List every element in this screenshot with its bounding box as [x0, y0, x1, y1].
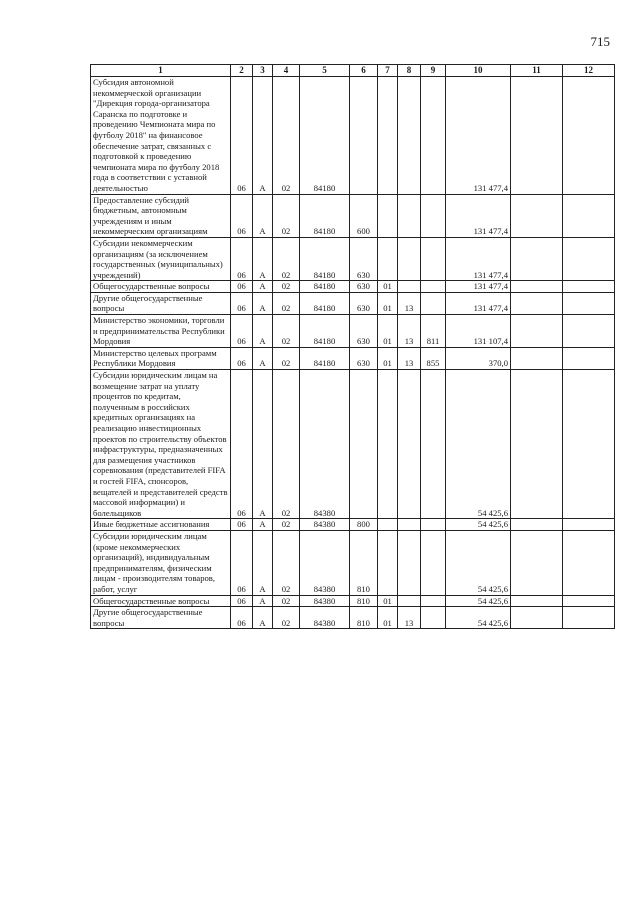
cell-amount: 54 425,6 — [446, 595, 511, 607]
cell-program: 06 — [231, 370, 253, 519]
cell-subprogram: А — [253, 281, 273, 293]
table-row — [91, 292, 615, 314]
cell-amount: 54 425,6 — [446, 519, 511, 531]
cell-col12 — [563, 237, 615, 280]
cell-main-activity: 02 — [273, 194, 300, 237]
cell-expense-type: 810 — [350, 607, 378, 629]
cell-program: 06 — [231, 595, 253, 607]
cell-subprogram: А — [253, 370, 273, 519]
cell-administrator — [421, 237, 446, 280]
cell-amount: 54 425,6 — [446, 530, 511, 595]
cell-program: 06 — [231, 194, 253, 237]
cell-amount: 131 477,4 — [446, 237, 511, 280]
cell-amount: 131 477,4 — [446, 281, 511, 293]
col-header: 10 — [446, 65, 511, 77]
cell-section — [378, 77, 398, 195]
cell-direction: 84380 — [300, 370, 350, 519]
row-name: Иные бюджетные ассигнования — [91, 519, 231, 531]
row-name: Субсидия автономной некоммерческой организации "Дирекция города-организатора Саранска по подготовке и проведению Чемпионата мира по футболу 2018" на финансовое обеспечение затрат, связанных с подготовкой к проведению чемпионата мира по футболу 2018 года в соответствии с уставной деятельностью — [91, 77, 231, 195]
cell-main-activity: 02 — [273, 281, 300, 293]
col-header: 3 — [253, 65, 273, 77]
budget-table — [90, 64, 615, 629]
cell-direction: 84180 — [300, 237, 350, 280]
row-name: Министерство целевых программ Республики Мордовия — [91, 347, 231, 369]
cell-administrator — [421, 292, 446, 314]
row-name: Субсидии юридическим лицам на возмещение затрат на уплату процентов по кредитам, полученным в российских кредитных организациях на реализацию инвестиционных проектов по строительству объектов инфраструктуры, предназначенных для размещения участников соревнования (представителей FIFA и гостей FIFA, спонсоров, вещателей и представителей средств массовой информации) и болельщиков — [91, 370, 231, 519]
col-header: 11 — [511, 65, 563, 77]
cell-direction: 84180 — [300, 194, 350, 237]
col-header: 9 — [421, 65, 446, 77]
row-name: Общегосударственные вопросы — [91, 595, 231, 607]
cell-main-activity: 02 — [273, 595, 300, 607]
table-row — [91, 607, 615, 629]
cell-col11 — [511, 370, 563, 519]
cell-section: 01 — [378, 315, 398, 348]
cell-administrator — [421, 281, 446, 293]
cell-section: 01 — [378, 595, 398, 607]
cell-subsection — [398, 194, 421, 237]
cell-administrator — [421, 530, 446, 595]
cell-section — [378, 194, 398, 237]
col-header: 7 — [378, 65, 398, 77]
cell-subsection — [398, 370, 421, 519]
cell-amount: 131 477,4 — [446, 77, 511, 195]
cell-program: 06 — [231, 530, 253, 595]
row-name: Общегосударственные вопросы — [91, 281, 231, 293]
row-name: Другие общегосударственные вопросы — [91, 607, 231, 629]
cell-subprogram: А — [253, 292, 273, 314]
row-name: Предоставление субсидий бюджетным, автономным учреждениям и иным некоммерческим организациям — [91, 194, 231, 237]
cell-subprogram: А — [253, 519, 273, 531]
cell-administrator — [421, 519, 446, 531]
cell-amount: 131 477,4 — [446, 292, 511, 314]
cell-col11 — [511, 77, 563, 195]
table-row — [91, 370, 615, 519]
cell-subprogram: А — [253, 607, 273, 629]
cell-subprogram: А — [253, 237, 273, 280]
cell-col11 — [511, 292, 563, 314]
cell-main-activity: 02 — [273, 607, 300, 629]
cell-direction: 84180 — [300, 347, 350, 369]
cell-subsection — [398, 530, 421, 595]
cell-col12 — [563, 281, 615, 293]
cell-subprogram: А — [253, 347, 273, 369]
cell-subprogram: А — [253, 77, 273, 195]
cell-col11 — [511, 530, 563, 595]
cell-program: 06 — [231, 607, 253, 629]
cell-col12 — [563, 292, 615, 314]
cell-section — [378, 237, 398, 280]
cell-subsection: 13 — [398, 292, 421, 314]
table-row — [91, 530, 615, 595]
cell-expense-type: 600 — [350, 194, 378, 237]
cell-section: 01 — [378, 607, 398, 629]
cell-subsection — [398, 519, 421, 531]
cell-subprogram: А — [253, 530, 273, 595]
cell-expense-type: 630 — [350, 315, 378, 348]
cell-col12 — [563, 347, 615, 369]
cell-col12 — [563, 530, 615, 595]
row-name: Другие общегосударственные вопросы — [91, 292, 231, 314]
cell-col11 — [511, 347, 563, 369]
cell-amount: 131 477,4 — [446, 194, 511, 237]
cell-program: 06 — [231, 315, 253, 348]
cell-section — [378, 530, 398, 595]
cell-subsection — [398, 237, 421, 280]
cell-main-activity: 02 — [273, 292, 300, 314]
cell-section: 01 — [378, 347, 398, 369]
cell-program: 06 — [231, 237, 253, 280]
cell-main-activity: 02 — [273, 77, 300, 195]
row-name: Субсидии некоммерческим организациям (за исключением государственных (муниципальных) учреждений) — [91, 237, 231, 280]
col-header: 8 — [398, 65, 421, 77]
cell-expense-type: 810 — [350, 595, 378, 607]
cell-program: 06 — [231, 519, 253, 531]
cell-col12 — [563, 194, 615, 237]
table-row — [91, 315, 615, 348]
cell-col11 — [511, 194, 563, 237]
cell-direction: 84380 — [300, 530, 350, 595]
cell-col11 — [511, 607, 563, 629]
cell-direction: 84180 — [300, 77, 350, 195]
cell-main-activity: 02 — [273, 315, 300, 348]
table-row — [91, 595, 615, 607]
cell-administrator: 855 — [421, 347, 446, 369]
cell-section: 01 — [378, 281, 398, 293]
cell-program: 06 — [231, 347, 253, 369]
cell-col12 — [563, 607, 615, 629]
table-row — [91, 194, 615, 237]
col-header: 6 — [350, 65, 378, 77]
cell-subsection: 13 — [398, 315, 421, 348]
cell-col11 — [511, 595, 563, 607]
cell-program: 06 — [231, 77, 253, 195]
cell-subsection — [398, 77, 421, 195]
cell-col11 — [511, 315, 563, 348]
cell-administrator — [421, 607, 446, 629]
table-row — [91, 281, 615, 293]
cell-expense-type: 630 — [350, 281, 378, 293]
cell-direction: 84380 — [300, 519, 350, 531]
cell-administrator — [421, 595, 446, 607]
col-header: 5 — [300, 65, 350, 77]
cell-amount: 54 425,6 — [446, 370, 511, 519]
table-row — [91, 519, 615, 531]
cell-expense-type: 810 — [350, 530, 378, 595]
cell-col11 — [511, 519, 563, 531]
row-name: Субсидии юридическим лицам (кроме некоммерческих организаций), индивидуальным предпринимателям, физическим лицам - производителям товаров, работ, услуг — [91, 530, 231, 595]
cell-col12 — [563, 595, 615, 607]
cell-administrator: 811 — [421, 315, 446, 348]
cell-subsection — [398, 281, 421, 293]
cell-subsection — [398, 595, 421, 607]
cell-amount: 131 107,4 — [446, 315, 511, 348]
cell-section — [378, 370, 398, 519]
table-row — [91, 237, 615, 280]
cell-main-activity: 02 — [273, 519, 300, 531]
header-row — [91, 65, 615, 77]
cell-expense-type — [350, 370, 378, 519]
cell-main-activity: 02 — [273, 347, 300, 369]
cell-col12 — [563, 315, 615, 348]
cell-direction: 84380 — [300, 595, 350, 607]
col-header: 4 — [273, 65, 300, 77]
cell-subsection: 13 — [398, 347, 421, 369]
cell-program: 06 — [231, 292, 253, 314]
cell-expense-type: 800 — [350, 519, 378, 531]
table-row — [91, 347, 615, 369]
cell-col12 — [563, 370, 615, 519]
table-row — [91, 77, 615, 195]
col-header: 12 — [563, 65, 615, 77]
cell-main-activity: 02 — [273, 530, 300, 595]
cell-section: 01 — [378, 292, 398, 314]
cell-expense-type: 630 — [350, 237, 378, 280]
cell-amount: 370,0 — [446, 347, 511, 369]
cell-direction: 84180 — [300, 292, 350, 314]
cell-amount: 54 425,6 — [446, 607, 511, 629]
cell-col11 — [511, 237, 563, 280]
cell-subprogram: А — [253, 315, 273, 348]
page-number: 715 — [590, 34, 610, 49]
col-header: 1 — [91, 65, 231, 77]
cell-subsection: 13 — [398, 607, 421, 629]
cell-main-activity: 02 — [273, 237, 300, 280]
cell-section — [378, 519, 398, 531]
cell-direction: 84380 — [300, 607, 350, 629]
cell-col12 — [563, 77, 615, 195]
cell-administrator — [421, 370, 446, 519]
cell-direction: 84180 — [300, 315, 350, 348]
cell-direction: 84180 — [300, 281, 350, 293]
cell-col12 — [563, 519, 615, 531]
cell-administrator — [421, 194, 446, 237]
cell-program: 06 — [231, 281, 253, 293]
row-name: Министерство экономики, торговли и предпринимательства Республики Мордовия — [91, 315, 231, 348]
col-header: 2 — [231, 65, 253, 77]
cell-expense-type: 630 — [350, 347, 378, 369]
cell-subprogram: А — [253, 595, 273, 607]
cell-main-activity: 02 — [273, 370, 300, 519]
cell-expense-type — [350, 77, 378, 195]
cell-expense-type: 630 — [350, 292, 378, 314]
cell-administrator — [421, 77, 446, 195]
cell-col11 — [511, 281, 563, 293]
cell-subprogram: А — [253, 194, 273, 237]
